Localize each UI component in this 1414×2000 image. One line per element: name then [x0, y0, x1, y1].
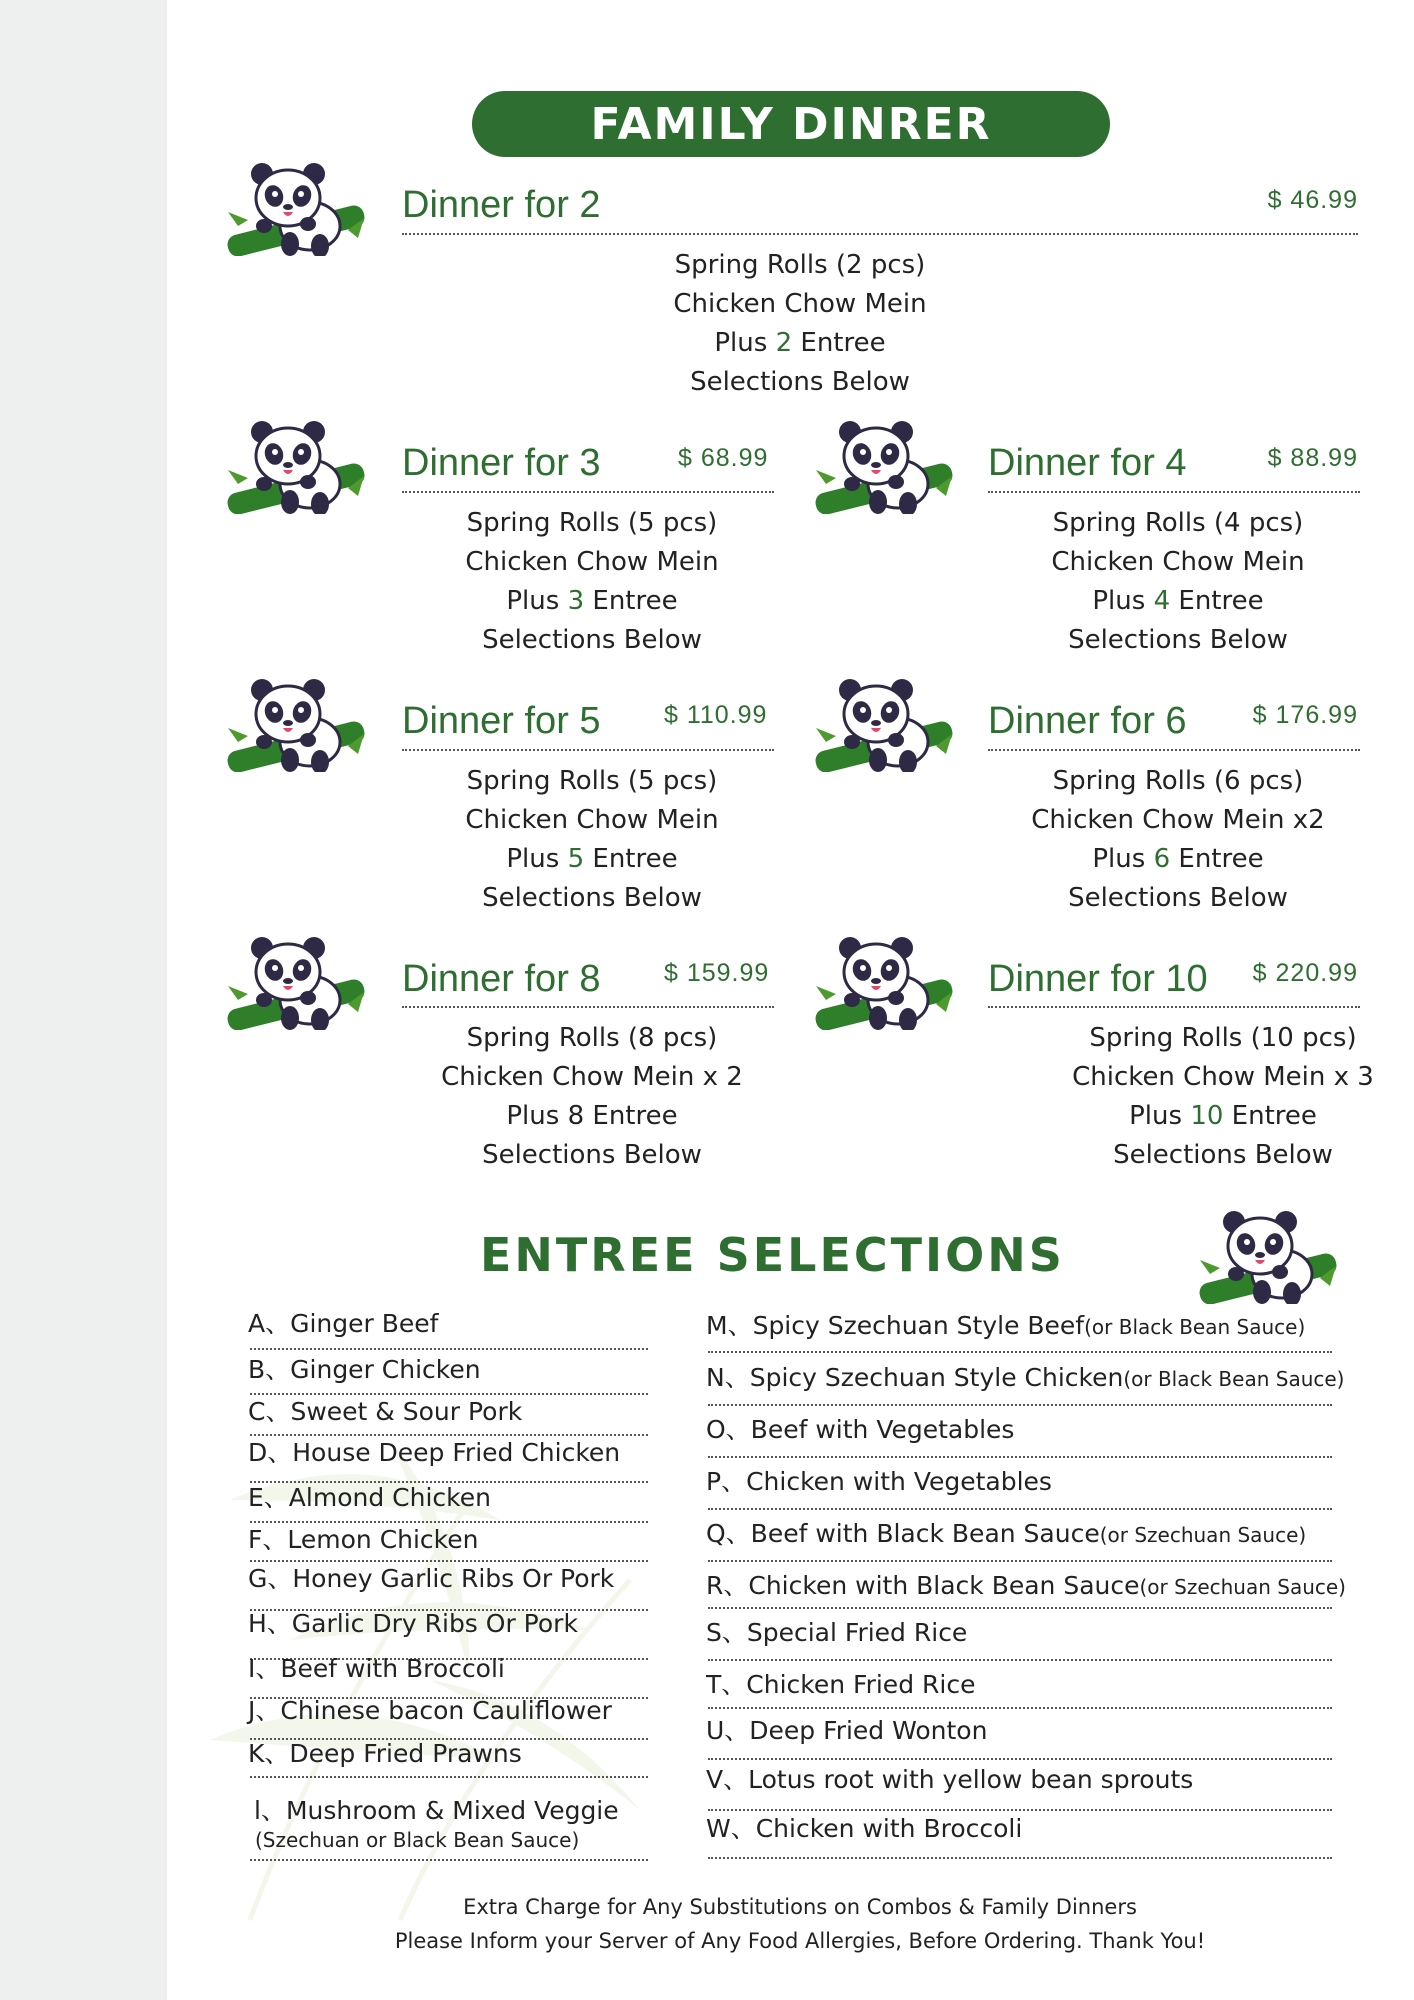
dinner-for-2-description — [550, 246, 1050, 402]
entree-item-p: P、Chicken with Vegetables — [706, 1467, 1052, 1496]
dotted-divider — [250, 1434, 648, 1436]
dinner-for-2-title: Dinner for 2 — [402, 184, 601, 226]
dinner-for-2-price: $ 46.99 — [1267, 186, 1358, 214]
description-line: Selections Below — [690, 367, 910, 397]
entree-item-h: H、Garlic Dry Ribs Or Pork — [248, 1609, 578, 1638]
entree-item-d: D、House Deep Fried Chicken — [248, 1438, 621, 1467]
description-line: Plus 8 Entree — [506, 1101, 678, 1131]
dinner-for-4-price: $ 88.99 — [1267, 444, 1358, 472]
entree-item-t: T、Chicken Fried Rice — [706, 1670, 976, 1699]
entree-count: 3 — [567, 586, 585, 616]
entree-item-e: E、Almond Chicken — [248, 1483, 491, 1512]
entree-item-r: R、Chicken with Black Bean Sauce(or Szechuan Sauce) — [706, 1571, 1346, 1600]
dotted-divider — [402, 1006, 774, 1008]
description-line: Spring Rolls (10 pcs) — [1089, 1023, 1357, 1053]
family-dinner-header: FAMILY DINRER — [472, 91, 1110, 157]
description-line: Selections Below — [1068, 883, 1288, 913]
dinner-for-5-title: Dinner for 5 — [402, 700, 601, 742]
dotted-divider — [708, 1707, 1332, 1709]
left-side-strip — [0, 0, 167, 2000]
entree-item-b: B、Ginger Chicken — [248, 1355, 481, 1384]
description-line: Selections Below — [482, 883, 702, 913]
description-line: Spring Rolls (6 pcs) — [1052, 766, 1304, 796]
description-line: Plus 6 Entree — [1092, 844, 1264, 874]
dotted-divider — [708, 1404, 1332, 1406]
description-line: Spring Rolls (5 pcs) — [466, 766, 718, 796]
dinner-for-4-title: Dinner for 4 — [988, 442, 1187, 484]
dotted-divider — [250, 1521, 648, 1523]
dotted-divider — [250, 1560, 648, 1562]
entree-item-c: C、Sweet & Sour Pork — [248, 1397, 523, 1426]
dotted-divider — [708, 1351, 1332, 1353]
description-line: Chicken Chow Mein — [465, 547, 719, 577]
dotted-divider — [708, 1758, 1332, 1760]
dinner-for-3-price: $ 68.99 — [678, 444, 769, 472]
dotted-divider — [708, 1659, 1332, 1661]
entree-item-n: N、Spicy Szechuan Style Chicken(or Black Bean Sauce) — [706, 1363, 1345, 1392]
description-line: Plus 4 Entree — [1092, 586, 1264, 616]
dotted-divider — [402, 491, 774, 493]
entree-count: 4 — [1153, 586, 1171, 616]
dinner-for-6-price: $ 176.99 — [1252, 701, 1358, 729]
dotted-divider — [250, 1859, 648, 1861]
entree-item-l: l、Mushroom & Mixed Veggie — [254, 1796, 619, 1825]
dinner-for-3-description — [392, 504, 792, 660]
entree-selections-heading: ENTREE SELECTIONS — [480, 1228, 1065, 1282]
panda-on-bamboo-icon — [218, 160, 368, 256]
description-line: Plus 2 Entree — [714, 328, 886, 358]
substitution-notice: Extra Charge for Any Substitutions on Combos & Family Dinners — [463, 1895, 1137, 1919]
panda-on-bamboo-icon — [1190, 1208, 1340, 1304]
entree-item-u: U、Deep Fried Wonton — [706, 1716, 988, 1745]
description-line: Chicken Chow Mein — [465, 805, 719, 835]
description-line: Chicken Chow Mein — [1051, 547, 1305, 577]
description-line: Spring Rolls (5 pcs) — [466, 508, 718, 538]
dinner-for-10-title: Dinner for 10 — [988, 958, 1208, 1000]
dinner-for-5-price: $ 110.99 — [664, 701, 768, 729]
description-line: Spring Rolls (8 pcs) — [466, 1023, 718, 1053]
description-line: Chicken Chow Mein x 2 — [441, 1062, 743, 1092]
dinner-for-5-description — [392, 762, 792, 918]
dotted-divider — [708, 1607, 1332, 1609]
dinner-for-6-title: Dinner for 6 — [988, 700, 1187, 742]
dinner-for-8-title: Dinner for 8 — [402, 958, 601, 1000]
panda-on-bamboo-icon — [218, 418, 368, 514]
description-line: Selections Below — [482, 1140, 702, 1170]
entree-count: 10 — [1190, 1101, 1224, 1131]
entree-count: 6 — [1153, 844, 1171, 874]
entree-item-a: A、Ginger Beef — [248, 1309, 439, 1338]
dinner-for-8-price: $ 159.99 — [664, 959, 770, 987]
dotted-divider — [402, 749, 774, 751]
dinner-for-10-description — [1058, 1019, 1388, 1175]
dotted-divider — [708, 1508, 1332, 1510]
entree-item-i: I、Beef with Broccoli — [248, 1654, 505, 1683]
description-line: Spring Rolls (4 pcs) — [1052, 508, 1304, 538]
description-line: Chicken Chow Mein — [673, 289, 927, 319]
description-line: Plus 10 Entree — [1129, 1101, 1317, 1131]
dinner-for-6-description — [978, 762, 1378, 918]
description-line: Selections Below — [482, 625, 702, 655]
entree-count: 2 — [775, 328, 793, 358]
panda-on-bamboo-icon — [806, 676, 956, 772]
dotted-divider — [250, 1776, 648, 1778]
entree-item-g: G、Honey Garlic Ribs Or Pork — [248, 1564, 615, 1593]
dotted-divider — [250, 1348, 648, 1350]
panda-on-bamboo-icon — [218, 934, 368, 1030]
dotted-divider — [708, 1560, 1332, 1562]
entree-item-f: F、Lemon Chicken — [248, 1525, 479, 1554]
dinner-for-3-title: Dinner for 3 — [402, 442, 601, 484]
entree-item-j: J、Chinese bacon Cauliflower — [248, 1696, 612, 1725]
dotted-divider — [708, 1456, 1332, 1458]
dotted-divider — [988, 749, 1360, 751]
description-line: Chicken Chow Mein x 3 — [1072, 1062, 1374, 1092]
dotted-divider — [250, 1393, 648, 1395]
description-line: Spring Rolls (2 pcs) — [674, 250, 926, 280]
dinner-for-10-price: $ 220.99 — [1252, 959, 1358, 987]
entree-count: 5 — [567, 844, 585, 874]
dotted-divider — [402, 233, 1358, 235]
panda-on-bamboo-icon — [218, 676, 368, 772]
panda-on-bamboo-icon — [806, 418, 956, 514]
dotted-divider — [988, 491, 1360, 493]
description-line: Selections Below — [1113, 1140, 1333, 1170]
dinner-for-8-description — [392, 1019, 792, 1175]
entree-item-k: K、Deep Fried Prawns — [248, 1739, 522, 1768]
description-line: Plus 5 Entree — [506, 844, 678, 874]
dotted-divider — [708, 1809, 1332, 1811]
description-line: Chicken Chow Mein x2 — [1031, 805, 1325, 835]
dotted-divider — [708, 1857, 1332, 1859]
entree-count: 8 — [567, 1101, 585, 1131]
entree-item-m: M、Spicy Szechuan Style Beef(or Black Bean Sauce) — [706, 1311, 1306, 1340]
entree-item-w: W、Chicken with Broccoli — [706, 1814, 1023, 1843]
description-line: Plus 3 Entree — [506, 586, 678, 616]
entree-item-s: S、Special Fried Rice — [706, 1618, 968, 1647]
dotted-divider — [988, 1006, 1360, 1008]
panda-on-bamboo-icon — [806, 934, 956, 1030]
entree-item-v: V、Lotus root with yellow bean sprouts — [706, 1765, 1194, 1794]
allergy-notice: Please Inform your Server of Any Food Allergies, Before Ordering. Thank You! — [394, 1929, 1206, 1953]
entree-item-l-sauce-note: (Szechuan or Black Bean Sauce) — [255, 1828, 580, 1852]
dinner-for-4-description — [978, 504, 1378, 660]
description-line: Selections Below — [1068, 625, 1288, 655]
entree-item-o: O、Beef with Vegetables — [706, 1415, 1015, 1444]
entree-item-q: Q、Beef with Black Bean Sauce(or Szechuan Sauce) — [706, 1519, 1307, 1548]
